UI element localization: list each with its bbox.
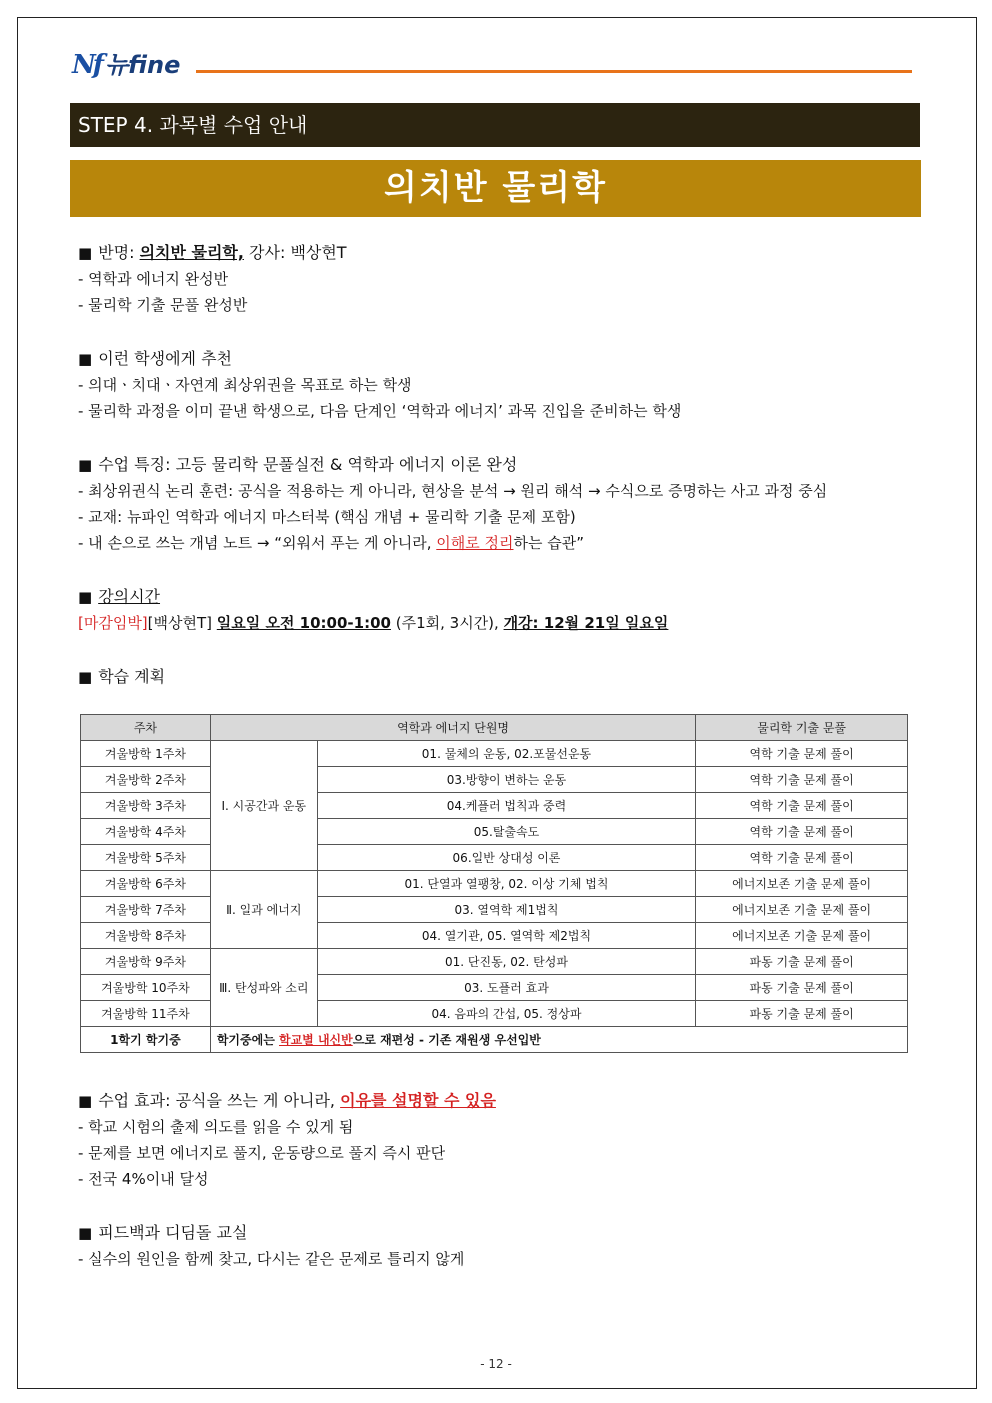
effects-heading-text: 수업 효과: 공식을 쓰는 게 아니라,	[98, 1091, 341, 1110]
table-row-semester	[81, 1027, 908, 1053]
exam-cell: 역학 기출 문제 풀이	[696, 819, 908, 845]
features-heading	[78, 452, 908, 478]
week-cell: 겨울방학 2주차	[81, 767, 211, 793]
start-date: 개강: 12월 21일 일요일	[503, 614, 669, 632]
table-row	[81, 845, 908, 871]
list-item: - 물리학 기출 문풀 완성반	[78, 296, 248, 314]
logo	[72, 50, 180, 80]
list-item: - 의대ㆍ치대ㆍ자연계 최상위권을 목표로 하는 학생	[78, 376, 412, 394]
list-item: - 교재: 뉴파인 역학과 에너지 마스터북 (핵심 개념 + 물리학 기출 문제 포함)	[78, 508, 576, 526]
list-item: - 학교 시험의 출제 의도를 읽을 수 있게 됨	[78, 1118, 354, 1136]
column-header: 역학과 에너지 단원명	[210, 715, 695, 741]
highlight-text: 학교별 내신반	[278, 1033, 353, 1047]
column-header: 물리학 기출 문풀	[696, 715, 908, 741]
unit-cell: 01. 물체의 운동, 02.포물선운동	[317, 741, 696, 767]
table-row	[81, 1001, 908, 1027]
study-plan-table	[80, 714, 908, 1053]
list-item: - 역학과 에너지 완성반	[78, 270, 229, 288]
unit-cell: 04. 음파의 간섭, 05. 정상파	[317, 1001, 696, 1027]
week-cell: 겨울방학 4주차	[81, 819, 211, 845]
table-row	[81, 819, 908, 845]
list-item	[78, 530, 908, 556]
square-bullet-icon: ■	[78, 1092, 93, 1110]
class-label: 반명:	[98, 243, 140, 262]
plan-heading-text: 학습 계획	[98, 667, 166, 686]
table-row	[81, 949, 908, 975]
content	[78, 240, 908, 690]
table-row	[81, 897, 908, 923]
plan-heading	[78, 664, 908, 690]
square-bullet-icon: ■	[78, 668, 93, 686]
unit-cell: 03. 도플러 효과	[317, 975, 696, 1001]
square-bullet-icon: ■	[78, 1224, 93, 1242]
week-cell: 겨울방학 7주차	[81, 897, 211, 923]
exam-cell: 역학 기출 문제 풀이	[696, 741, 908, 767]
table-row	[81, 871, 908, 897]
class-time: 일요일 오전 10:00-1:00	[216, 614, 391, 632]
exam-cell: 역학 기출 문제 풀이	[696, 793, 908, 819]
square-bullet-icon: ■	[78, 244, 93, 262]
exam-cell: 에너지보존 기출 문제 풀이	[696, 897, 908, 923]
unit-cell: 06.일반 상대성 이론	[317, 845, 696, 871]
week-cell: 1학기 학기중	[81, 1027, 211, 1053]
exam-cell: 파동 기출 문제 풀이	[696, 949, 908, 975]
deadline-badge: [마감임박]	[78, 614, 148, 632]
list-item: - 실수의 원인을 함께 찾고, 다시는 같은 문제로 틀리지 않게	[78, 1250, 465, 1268]
recommend-heading	[78, 346, 908, 372]
week-cell: 겨울방학 10주차	[81, 975, 211, 1001]
chapter-cell: Ⅰ. 시공간과 운동	[210, 741, 317, 871]
table-header	[81, 715, 908, 741]
square-bullet-icon: ■	[78, 588, 93, 606]
week-cell: 겨울방학 8주차	[81, 923, 211, 949]
unit-cell: 04.케플러 법칙과 중력	[317, 793, 696, 819]
table-row	[81, 923, 908, 949]
column-header: 주차	[81, 715, 211, 741]
note-text-end: 하는 습관”	[513, 534, 584, 552]
chapter-cell: Ⅲ. 탄성파와 소리	[210, 949, 317, 1027]
exam-cell: 에너지보존 기출 문제 풀이	[696, 923, 908, 949]
semester-note-text: 학기중에는	[216, 1033, 279, 1047]
teacher: [백상현T]	[147, 614, 217, 632]
unit-cell: 01. 단진동, 02. 탄성파	[317, 949, 696, 975]
list-item: - 물리학 과정을 이미 끝낸 학생으로, 다음 단계인 ‘역학과 에너지’ 과목 진입을 준비하는 학생	[78, 402, 682, 420]
header-divider	[196, 70, 912, 73]
features-heading-text: 수업 특징: 고등 물리학 문풀실전 & 역학과 에너지 이론 완성	[98, 455, 518, 474]
unit-cell: 05.탈출속도	[317, 819, 696, 845]
week-cell: 겨울방학 1주차	[81, 741, 211, 767]
unit-cell: 04. 열기관, 05. 열역학 제2법칙	[317, 923, 696, 949]
square-bullet-icon: ■	[78, 456, 93, 474]
logo-text: 뉴fine	[104, 51, 181, 79]
table-row	[81, 793, 908, 819]
exam-cell: 역학 기출 문제 풀이	[696, 767, 908, 793]
feedback-heading-text: 피드백과 디딤돌 교실	[98, 1223, 248, 1242]
exam-cell: 역학 기출 문제 풀이	[696, 845, 908, 871]
logo-mark: Nf	[72, 50, 101, 80]
exam-cell: 에너지보존 기출 문제 풀이	[696, 871, 908, 897]
list-item: - 전국 4%이내 달성	[78, 1170, 209, 1188]
time-detail: (주1회, 3시간),	[390, 614, 504, 632]
square-bullet-icon: ■	[78, 350, 93, 368]
course-title: 의치반 물리학	[70, 160, 921, 217]
semester-note	[210, 1027, 907, 1053]
week-cell: 겨울방학 5주차	[81, 845, 211, 871]
week-cell: 겨울방학 3주차	[81, 793, 211, 819]
class-name: 의치반 물리학,	[139, 243, 244, 262]
content-lower	[78, 1088, 908, 1272]
table-row	[81, 975, 908, 1001]
unit-cell: 03.방향이 변하는 운동	[317, 767, 696, 793]
week-cell: 겨울방학 9주차	[81, 949, 211, 975]
chapter-cell: Ⅱ. 일과 에너지	[210, 871, 317, 949]
week-cell: 겨울방학 11주차	[81, 1001, 211, 1027]
schedule-line	[78, 610, 908, 636]
highlight-text: 이유를 설명할 수 있음	[340, 1091, 496, 1110]
table-row	[81, 767, 908, 793]
table-row	[81, 741, 908, 767]
semester-note-end: 으로 재편성 - 기존 재원생 우선입반	[352, 1033, 541, 1047]
recommend-heading-text: 이런 학생에게 추천	[98, 349, 233, 368]
highlight-text: 이해로 정리	[436, 534, 514, 552]
page-number: - 12 -	[480, 1357, 512, 1371]
list-item: - 문제를 보면 에너지로 풀지, 운동량으로 풀지 즉시 판단	[78, 1144, 446, 1162]
unit-cell: 03. 열역학 제1법칙	[317, 897, 696, 923]
class-info-heading	[78, 240, 908, 266]
schedule-heading	[78, 584, 908, 610]
schedule-heading-text: 강의시간	[98, 587, 161, 606]
unit-cell: 01. 단열과 열팽창, 02. 이상 기체 법칙	[317, 871, 696, 897]
note-text: - 내 손으로 쓰는 개념 노트 → “외워서 푸는 게 아니라,	[78, 534, 437, 552]
feedback-heading	[78, 1220, 908, 1246]
exam-cell: 파동 기출 문제 풀이	[696, 975, 908, 1001]
effects-heading	[78, 1088, 908, 1114]
list-item: - 최상위권식 논리 훈련: 공식을 적용하는 게 아니라, 현상을 분석 → 원리 해석 → 수식으로 증명하는 사고 과정 중심	[78, 482, 828, 500]
step-title: STEP 4. 과목별 수업 안내	[70, 103, 920, 147]
week-cell: 겨울방학 6주차	[81, 871, 211, 897]
instructor: 강사: 백상현T	[243, 243, 347, 262]
exam-cell: 파동 기출 문제 풀이	[696, 1001, 908, 1027]
